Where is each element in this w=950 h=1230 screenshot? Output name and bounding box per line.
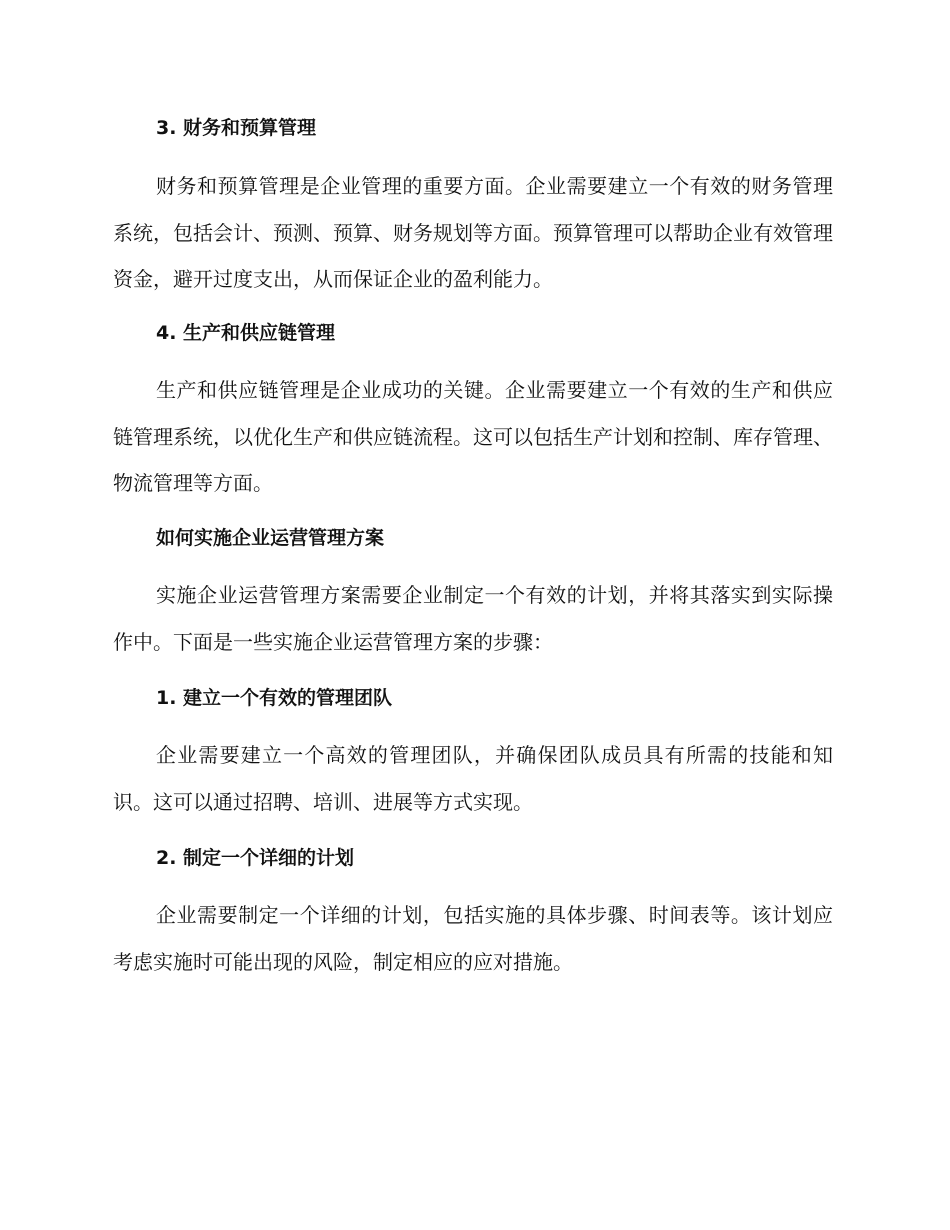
- section-heading-finance: 3. 财务和预算管理: [156, 117, 317, 139]
- section-heading-supply-chain: 4. 生产和供应链管理: [156, 322, 336, 344]
- section-heading-plan: 2. 制定一个详细的计划: [156, 847, 355, 869]
- section-heading-implementation: 如何实施企业运营管理方案: [156, 527, 385, 549]
- section-body-implementation: 实施企业运营管理方案需要企业制定一个有效的计划，并将其落实到实际操作中。下面是一些实施企业运营管理方案的步骤：: [113, 583, 833, 654]
- section-body-finance: 财务和预算管理是企业管理的重要方面。企业需要建立一个有效的财务管理系统，包括会计、预测、预算、财务规划等方面。预算管理可以帮助企业有效管理资金，避开过度支出，从而保证企业的盈利能力。: [113, 174, 833, 291]
- section-body-plan: 企业需要制定一个详细的计划，包括实施的具体步骤、时间表等。该计划应考虑实施时可能出现的风险，制定相应的应对措施。: [113, 903, 833, 974]
- section-heading-team: 1. 建立一个有效的管理团队: [156, 687, 393, 709]
- section-body-supply-chain: 生产和供应链管理是企业成功的关键。企业需要建立一个有效的生产和供应链管理系统，以优化生产和供应链流程。这可以包括生产计划和控制、库存管理、物流管理等方面。: [113, 378, 833, 495]
- section-body-team: 企业需要建立一个高效的管理团队，并确保团队成员具有所需的技能和知识。这可以通过招聘、培训、进展等方式实现。: [113, 743, 833, 814]
